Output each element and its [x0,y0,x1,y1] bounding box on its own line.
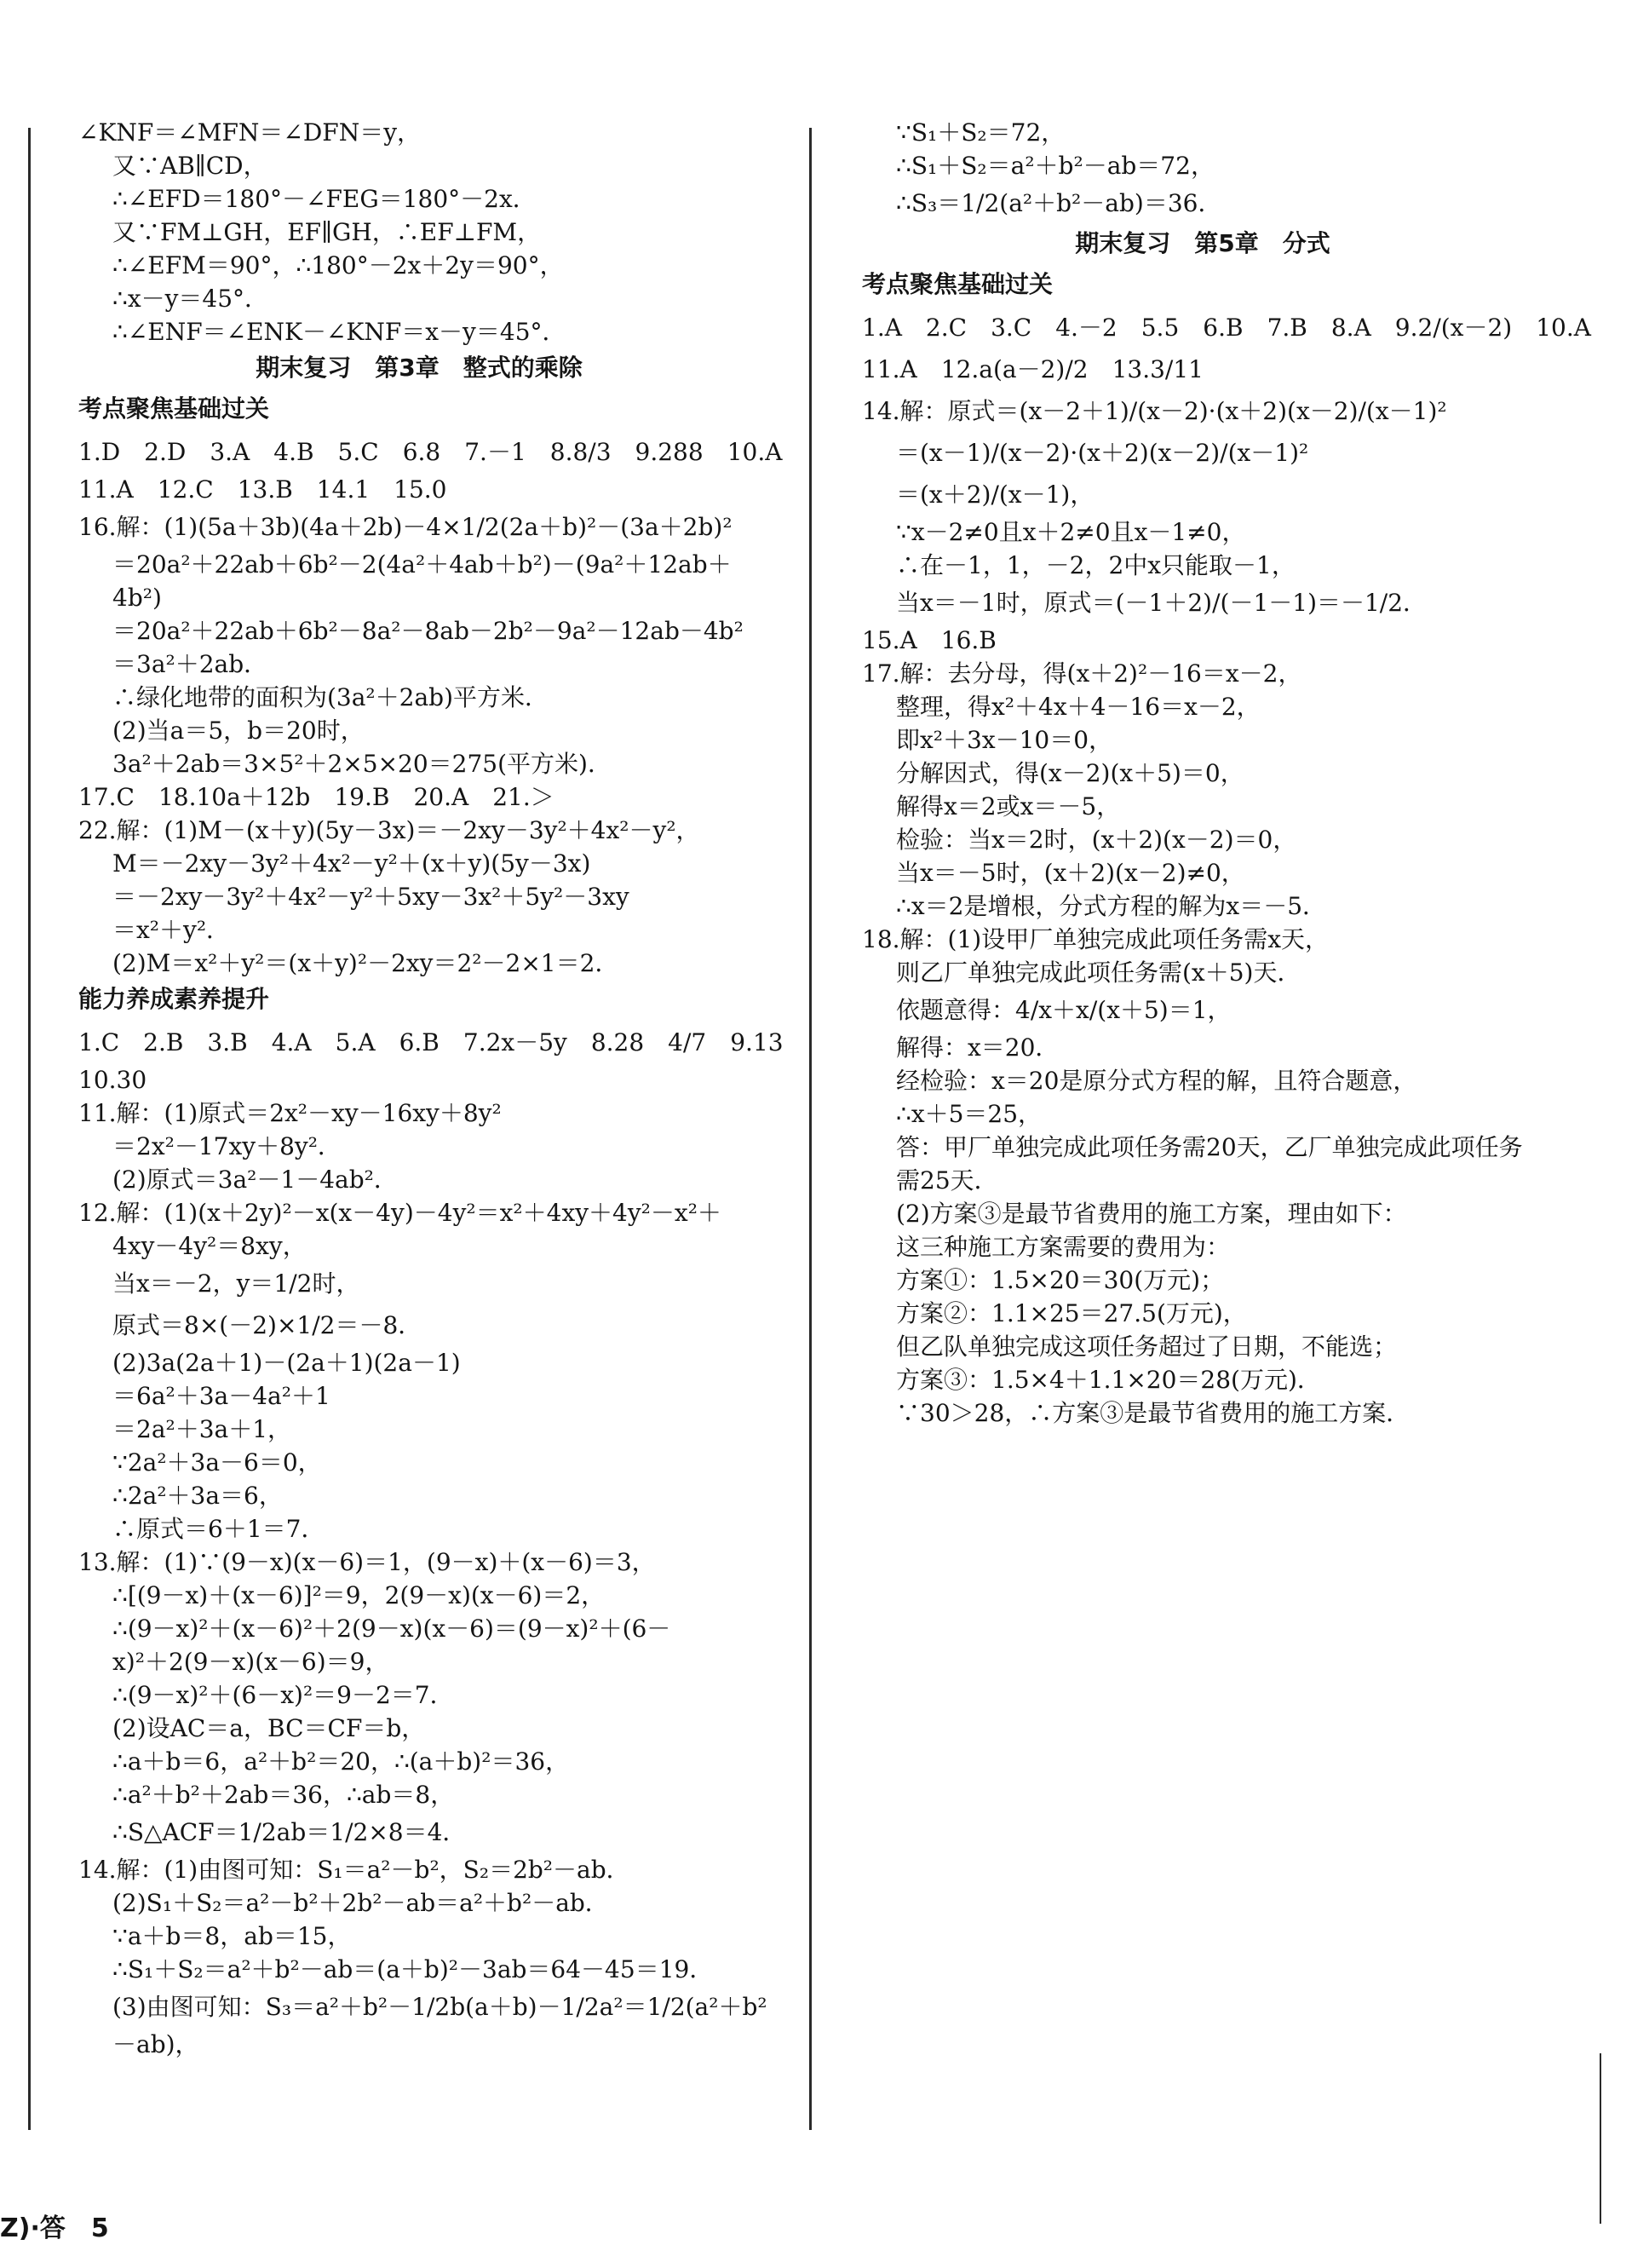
text-line: 答：甲厂单独完成此项任务需20天，乙厂单独完成此项任务 [896,1133,1523,1161]
text-line: ＝2a²＋3a＋1， [112,1415,292,1443]
text-line: 又∵FM⊥GH，EF∥GH，∴EF⊥FM， [112,218,542,246]
text-line: ∴(9－x)²＋(6－x)²＝9－2＝7． [112,1681,454,1709]
text-line: 方案②：1.1×25＝27.5(万元)， [896,1299,1247,1327]
text-line: 4xy－4y²＝8xy， [112,1232,307,1260]
text-line: －ab)， [112,2030,199,2058]
text-line: 14.解：(1)由图可知：S₁＝a²－b²，S₂＝2b²－ab． [78,1856,630,1884]
text-line: ＝(x＋2)/(x－1)， [896,481,1095,509]
text-line: ∴a²＋b²＋2ab＝36，∴ab＝8， [112,1781,455,1809]
text-line: ＝x²＋y²． [112,916,231,944]
right-section1-heading: 考点聚焦基础过关 [862,270,1054,298]
right-lines-b [862,308,1591,1429]
text-line: (2)S₁＋S₂＝a²－b²＋2b²－ab＝a²＋b²－ab． [112,1889,609,1917]
text-line: 22.解：(1)M－(x＋y)(5y－3x)＝－2xy－3y²＋4x²－y²， [78,816,700,844]
text-line: 检验：当x＝2时，(x＋2)(x－2)＝0， [896,826,1297,854]
text-line: (2)当a＝5，b＝20时， [112,717,365,745]
text-line: 14.解：原式＝(x－2＋1)/(x－2)·(x＋2)(x－2)/(x－1)² [862,397,1447,425]
text-line: ∴S₃＝1/2(a²＋b²－ab)＝36． [896,189,1222,217]
text-line: 方案①：1.5×20＝30(万元)； [896,1266,1225,1294]
text-line: 解得x＝2或x＝－5， [896,792,1121,820]
text-line: ∴[(9－x)＋(x－6)]²＝9，2(9－x)(x－6)＝2， [112,1581,606,1609]
text-line: (2)M＝x²＋y²＝(x＋y)²－2xy＝2²－2×1＝2． [112,949,619,977]
text-line: ∵a＋b＝8，ab＝15， [112,1922,352,1950]
left-lines-b [78,433,783,979]
text-line: (3)由图可知：S₃＝a²＋b²－1/2b(a＋b)－1/2a²＝1/2(a²＋b² [112,1993,767,2021]
text-line: 则乙厂单独完成此项任务需(x＋5)天． [896,958,1301,987]
text-line: 11.A 12.C 13.B 14.1 15.0 [78,475,447,504]
text-line: 16.解：(1)(5a＋3b)(4a＋2b)－4×1/2(2a＋b)²－(3a＋2b)² [78,513,733,541]
text-line: ∵x－2≠0且x＋2≠0且x－1≠0， [896,518,1246,546]
left-lines-c [78,1023,784,2060]
page-footer: Z)·答 5 [0,2213,109,2243]
text-line: ＝20a²＋22ab＋6b²－8a²－8ab－2b²－9a²－12ab－4b² [112,617,744,645]
text-line: 经检验：x＝20是原分式方程的解，且符合题意， [896,1067,1417,1095]
text-line: 1.D 2.D 3.A 4.B 5.C 6.8 7.－1 8.8/3 9.288 10.A [78,438,783,466]
text-line: ＝20a²＋22ab＋6b²－2(4a²＋4ab＋b²)－(9a²＋12ab＋ [112,550,732,579]
text-line: ∵2a²＋3a－6＝0， [112,1448,322,1477]
text-line: 17.解：去分母，得(x＋2)²－16＝x－2， [862,659,1302,688]
text-line: ∴x＝2是增根，分式方程的解为x＝－5． [896,892,1327,920]
text-line: 4b²) [112,584,162,612]
text-line: 10.30 [78,1066,147,1094]
left-margin-rule [28,128,31,2130]
text-line: ＝3a²＋2ab． [112,650,268,678]
text-line: ∴(9－x)²＋(x－6)²＋2(9－x)(x－6)＝(9－x)²＋(6－ [112,1615,671,1643]
text-line: ∴a＋b＝6，a²＋b²＝20，∴(a＋b)²＝36， [112,1747,570,1776]
text-line: (2)设AC＝a，BC＝CF＝b， [112,1714,426,1742]
text-line: 又∵AB∥CD， [112,152,267,180]
text-line: ∴2a²＋3a＝6， [112,1482,283,1510]
text-line: ＝(x－1)/(x－2)·(x＋2)(x－2)/(x－1)² [896,439,1309,467]
text-line: (2)原式＝3a²－1－4ab²． [112,1166,398,1194]
text-line: 15.A 16.B [862,626,997,654]
text-line: ∵S₁＋S₂＝72， [896,118,1066,147]
text-line: 依题意得：4/x＋x/(x＋5)＝1， [896,996,1232,1024]
text-line: 原式＝8×(－2)×1/2＝－8． [112,1311,422,1339]
text-line: 1.A 2.C 3.C 4.－2 5.5 6.B 7.B 8.A 9.2/(x－2) 10.A [862,314,1591,342]
chapter5-heading: 期末复习 第5章 分式 [1075,229,1330,257]
text-line: 这三种施工方案需要的费用为： [896,1233,1231,1261]
text-line: ∴原式＝6＋1＝7． [112,1515,325,1543]
text-line: 12.解：(1)(x＋2y)²－x(x－4y)－4y²＝x²＋4xy＋4y²－x²＋ [78,1199,721,1227]
text-line: ∴在－1，1，－2，2中x只能取－1， [896,551,1296,579]
column-divider [809,128,812,2130]
text-line: (2)方案③是最节省费用的施工方案，理由如下： [896,1200,1407,1228]
text-line: 13.解：(1)∵(9－x)(x－6)＝1，(9－x)＋(x－6)＝3， [78,1548,656,1576]
left-lines-a [78,118,760,348]
text-line: ∴S△ACF＝1/2ab＝1/2×8＝4． [112,1818,467,1846]
text-line: 17.C 18.10a＋12b 19.B 20.A 21.＞ [78,783,554,811]
right-lines-a [862,118,1543,223]
text-line: 当x＝－5时，(x＋2)(x－2)≠0， [896,859,1245,887]
text-line: 需25天． [896,1166,998,1194]
text-line: ∴x－y＝45°． [112,285,269,313]
text-line: 整理，得x²＋4x＋4－16＝x－2， [896,693,1261,721]
text-line: ∴∠EFD＝180°－∠FEG＝180°－2x． [112,185,537,213]
text-line: ∴∠ENF＝∠ENK－∠KNF＝x－y＝45°． [112,318,566,346]
left-section1-heading: 考点聚焦基础过关 [78,394,270,423]
text-line: ∵30＞28，∴方案③是最节省费用的施工方案． [896,1399,1411,1427]
text-line: (2)3a(2a＋1)－(2a＋1)(2a－1) [112,1349,461,1377]
text-line: ∴S₁＋S₂＝a²＋b²－ab＝(a＋b)²－3ab＝64－45＝19． [112,1955,714,1983]
text-line: ＝6a²＋3a－4a²＋1 [112,1382,330,1410]
right-edge-rule [1600,2053,1601,2224]
text-line: 解得：x＝20． [896,1033,1060,1062]
text-line: ＝－2xy－3y²＋4x²－y²＋5xy－3x²＋5y²－3xy [112,883,629,911]
text-line: 当x＝－1时，原式＝(－1＋2)/(－1－1)＝－1/2． [896,589,1428,617]
text-line: 分解因式，得(x－2)(x＋5)＝0， [896,759,1244,787]
text-line: 11.解：(1)原式＝2x²－xy－16xy＋8y² [78,1099,502,1127]
chapter3-heading: 期末复习 第3章 整式的乘除 [256,354,583,382]
right-column [862,118,1591,1431]
text-line: 11.A 12.a(a－2)/2 13.3/11 [862,355,1204,383]
text-line: 3a²＋2ab＝3×5²＋2×5×20＝275(平方米)． [112,750,612,778]
text-line: ∴x＋5＝25， [896,1100,1043,1128]
text-line: 方案③：1.5×4＋1.1×20＝28(万元)． [896,1366,1321,1394]
text-line: ∴S₁＋S₂＝a²＋b²－ab＝72， [896,152,1215,180]
text-line: x)²＋2(9－x)(x－6)＝9， [112,1648,389,1676]
text-line: ∴绿化地带的面积为(3a²＋2ab)平方米． [112,683,549,711]
left-section2-heading: 能力养成素养提升 [78,985,270,1013]
text-line: 1.C 2.B 3.B 4.A 5.A 6.B 7.2x－5y 8.28 4/7 9.13 [78,1028,784,1056]
left-column [78,118,784,2063]
text-line: 当x＝－2，y＝1/2时， [112,1269,360,1298]
text-line: 但乙队单独完成这项任务超过了日期，不能选； [896,1333,1398,1361]
text-line: ∴∠EFM＝90°，∴180°－2x＋2y＝90°， [112,251,564,279]
text-line: 18.解：(1)设甲厂单独完成此项任务需x天， [862,925,1329,953]
text-line: ＝2x²－17xy＋8y²． [112,1132,342,1160]
text-line: M＝－2xy－3y²＋4x²－y²＋(x＋y)(5y－3x) [112,849,591,878]
text-line: 即x²＋3x－10＝0， [896,726,1113,754]
text-line: ∠KNF＝∠MFN＝∠DFN＝y， [78,118,422,147]
